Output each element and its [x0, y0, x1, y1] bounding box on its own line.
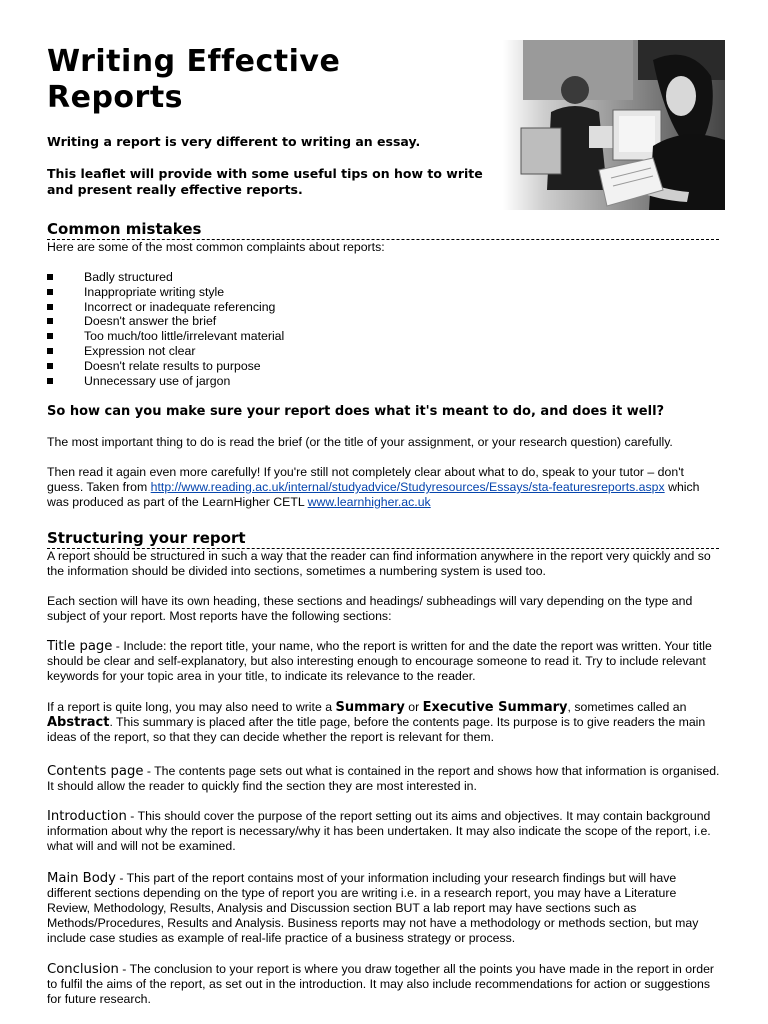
- intro-leaflet: This leaflet will provide with some useful tips on how to write and present really effective reports.: [47, 166, 483, 197]
- bullet-square-icon: [47, 304, 53, 310]
- term-conclusion: Conclusion: [47, 962, 119, 977]
- term-introduction: Introduction: [47, 809, 127, 824]
- term-summary: Summary: [335, 700, 405, 715]
- read-again-paragraph: Then read it again even more carefully! If you're still not completely clear about what to do, speak to your tutor – don't guess. Taken from http://www.reading.ac.uk/internal/studyadvice/Studyresources/Essays/sta-featuresreports.aspx which was produced as part of the LearnHigher CETL www.learnhigher.ac.uk: [47, 465, 700, 509]
- main-body-paragraph: Main Body - This part of the report contains most of your information including your research findings but will have different sections depending on the type of report you are writing i.e. in a research report, you may have a Literature Review, Methodology, Results, Analysis and Discussion section BUT a lab report may have sections such as Methods/Procedures, Results and Analysis. Business reports may not have a methodology or methods section, but may include case studies as example of real-life practice of a business strategy or process.: [47, 871, 699, 945]
- intro-statement: Writing a report is very different to writing an essay.: [47, 134, 421, 149]
- term-contents-page: Contents page: [47, 764, 144, 779]
- list-item: Doesn't relate results to purpose: [47, 359, 284, 374]
- common-mistakes-list: [47, 270, 284, 388]
- list-item: Incorrect or inadequate referencing: [47, 300, 284, 315]
- bullet-square-icon: [47, 289, 53, 295]
- title-line-1: Writing Effective: [47, 44, 341, 79]
- list-item: Unnecessary use of jargon: [47, 374, 284, 389]
- conclusion-paragraph: Conclusion - The conclusion to your report is where you draw together all the points you have made in the report in order to fulfil the aims of the report, as set out in the introduction. It may also include recommendations for action or suggestions for future research.: [47, 962, 715, 1006]
- title-line-2: Reports: [47, 80, 184, 115]
- list-item: Doesn't answer the brief: [47, 314, 284, 329]
- bullet-square-icon: [47, 333, 53, 339]
- list-item: Badly structured: [47, 270, 284, 285]
- question-heading: So how can you make sure your report does what it's meant to do, and does it well?: [47, 404, 665, 419]
- common-mistakes-lead: Here are some of the most common complaints about reports:: [47, 240, 385, 254]
- bullet-square-icon: [47, 378, 53, 384]
- bullet-square-icon: [47, 318, 53, 324]
- brief-paragraph: The most important thing to do is read the brief (or the title of your assignment, or your research question) carefully.: [47, 435, 673, 449]
- page-title: [47, 44, 340, 116]
- bullet-square-icon: [47, 348, 53, 354]
- summary-paragraph: If a report is quite long, you may also need to write a Summary or Executive Summary, sometimes called an Abstract. This summary is placed after the title page, before the contents page. Its purpose is to give readers the main ideas of the report, so that they can decide whether the report is relevant for them.: [47, 700, 706, 744]
- bullet-square-icon: [47, 274, 53, 280]
- structuring-paragraph-1: A report should be structured in such a way that the reader can find information anywhere in the report very quickly and so the information should be divided into sections, sometimes a numbering system is used too.: [47, 549, 711, 578]
- term-executive-summary: Executive Summary: [422, 700, 568, 715]
- introduction-paragraph: Introduction - This should cover the purpose of the report setting out its aims and objectives. It may contain background information about why the report is necessary/why it has been undertaken. It may also indicate the scope of the report, i.e. what will and will not be examined.: [47, 809, 711, 853]
- learnhigher-link[interactable]: www.learnhigher.ac.uk: [307, 495, 431, 509]
- section-heading-common-mistakes: Common mistakes: [47, 220, 719, 240]
- title-page-paragraph: Title page - Include: the report title, your name, who the report is written for and the date the report was written. Your title should be clear and self-explanatory, but also interesting enough to encourage someone to read it. Try to include relevant keywords for your topic area in your title, to indicate its relevance to the reader.: [47, 639, 712, 683]
- section-heading-structuring: Structuring your report: [47, 529, 719, 549]
- bullet-square-icon: [47, 363, 53, 369]
- term-title-page: Title page: [47, 639, 113, 654]
- list-item: Inappropriate writing style: [47, 285, 284, 300]
- contents-page-paragraph: Contents page - The contents page sets out what is contained in the report and shows how that information is organised. It should allow the reader to quickly find the section they are most interested in.: [47, 764, 720, 793]
- term-main-body: Main Body: [47, 871, 116, 886]
- term-abstract: Abstract: [47, 715, 110, 730]
- structuring-paragraph-2: Each section will have its own heading, these sections and headings/ subheadings will vary depending on the type and subject of your report. Most reports have the following sections:: [47, 594, 693, 623]
- students-photo: [503, 40, 725, 210]
- list-item: Expression not clear: [47, 344, 284, 359]
- list-item: Too much/too little/irrelevant material: [47, 329, 284, 344]
- reading-university-link[interactable]: http://www.reading.ac.uk/internal/studyadvice/Studyresources/Essays/sta-featuresreports.aspx: [150, 480, 665, 494]
